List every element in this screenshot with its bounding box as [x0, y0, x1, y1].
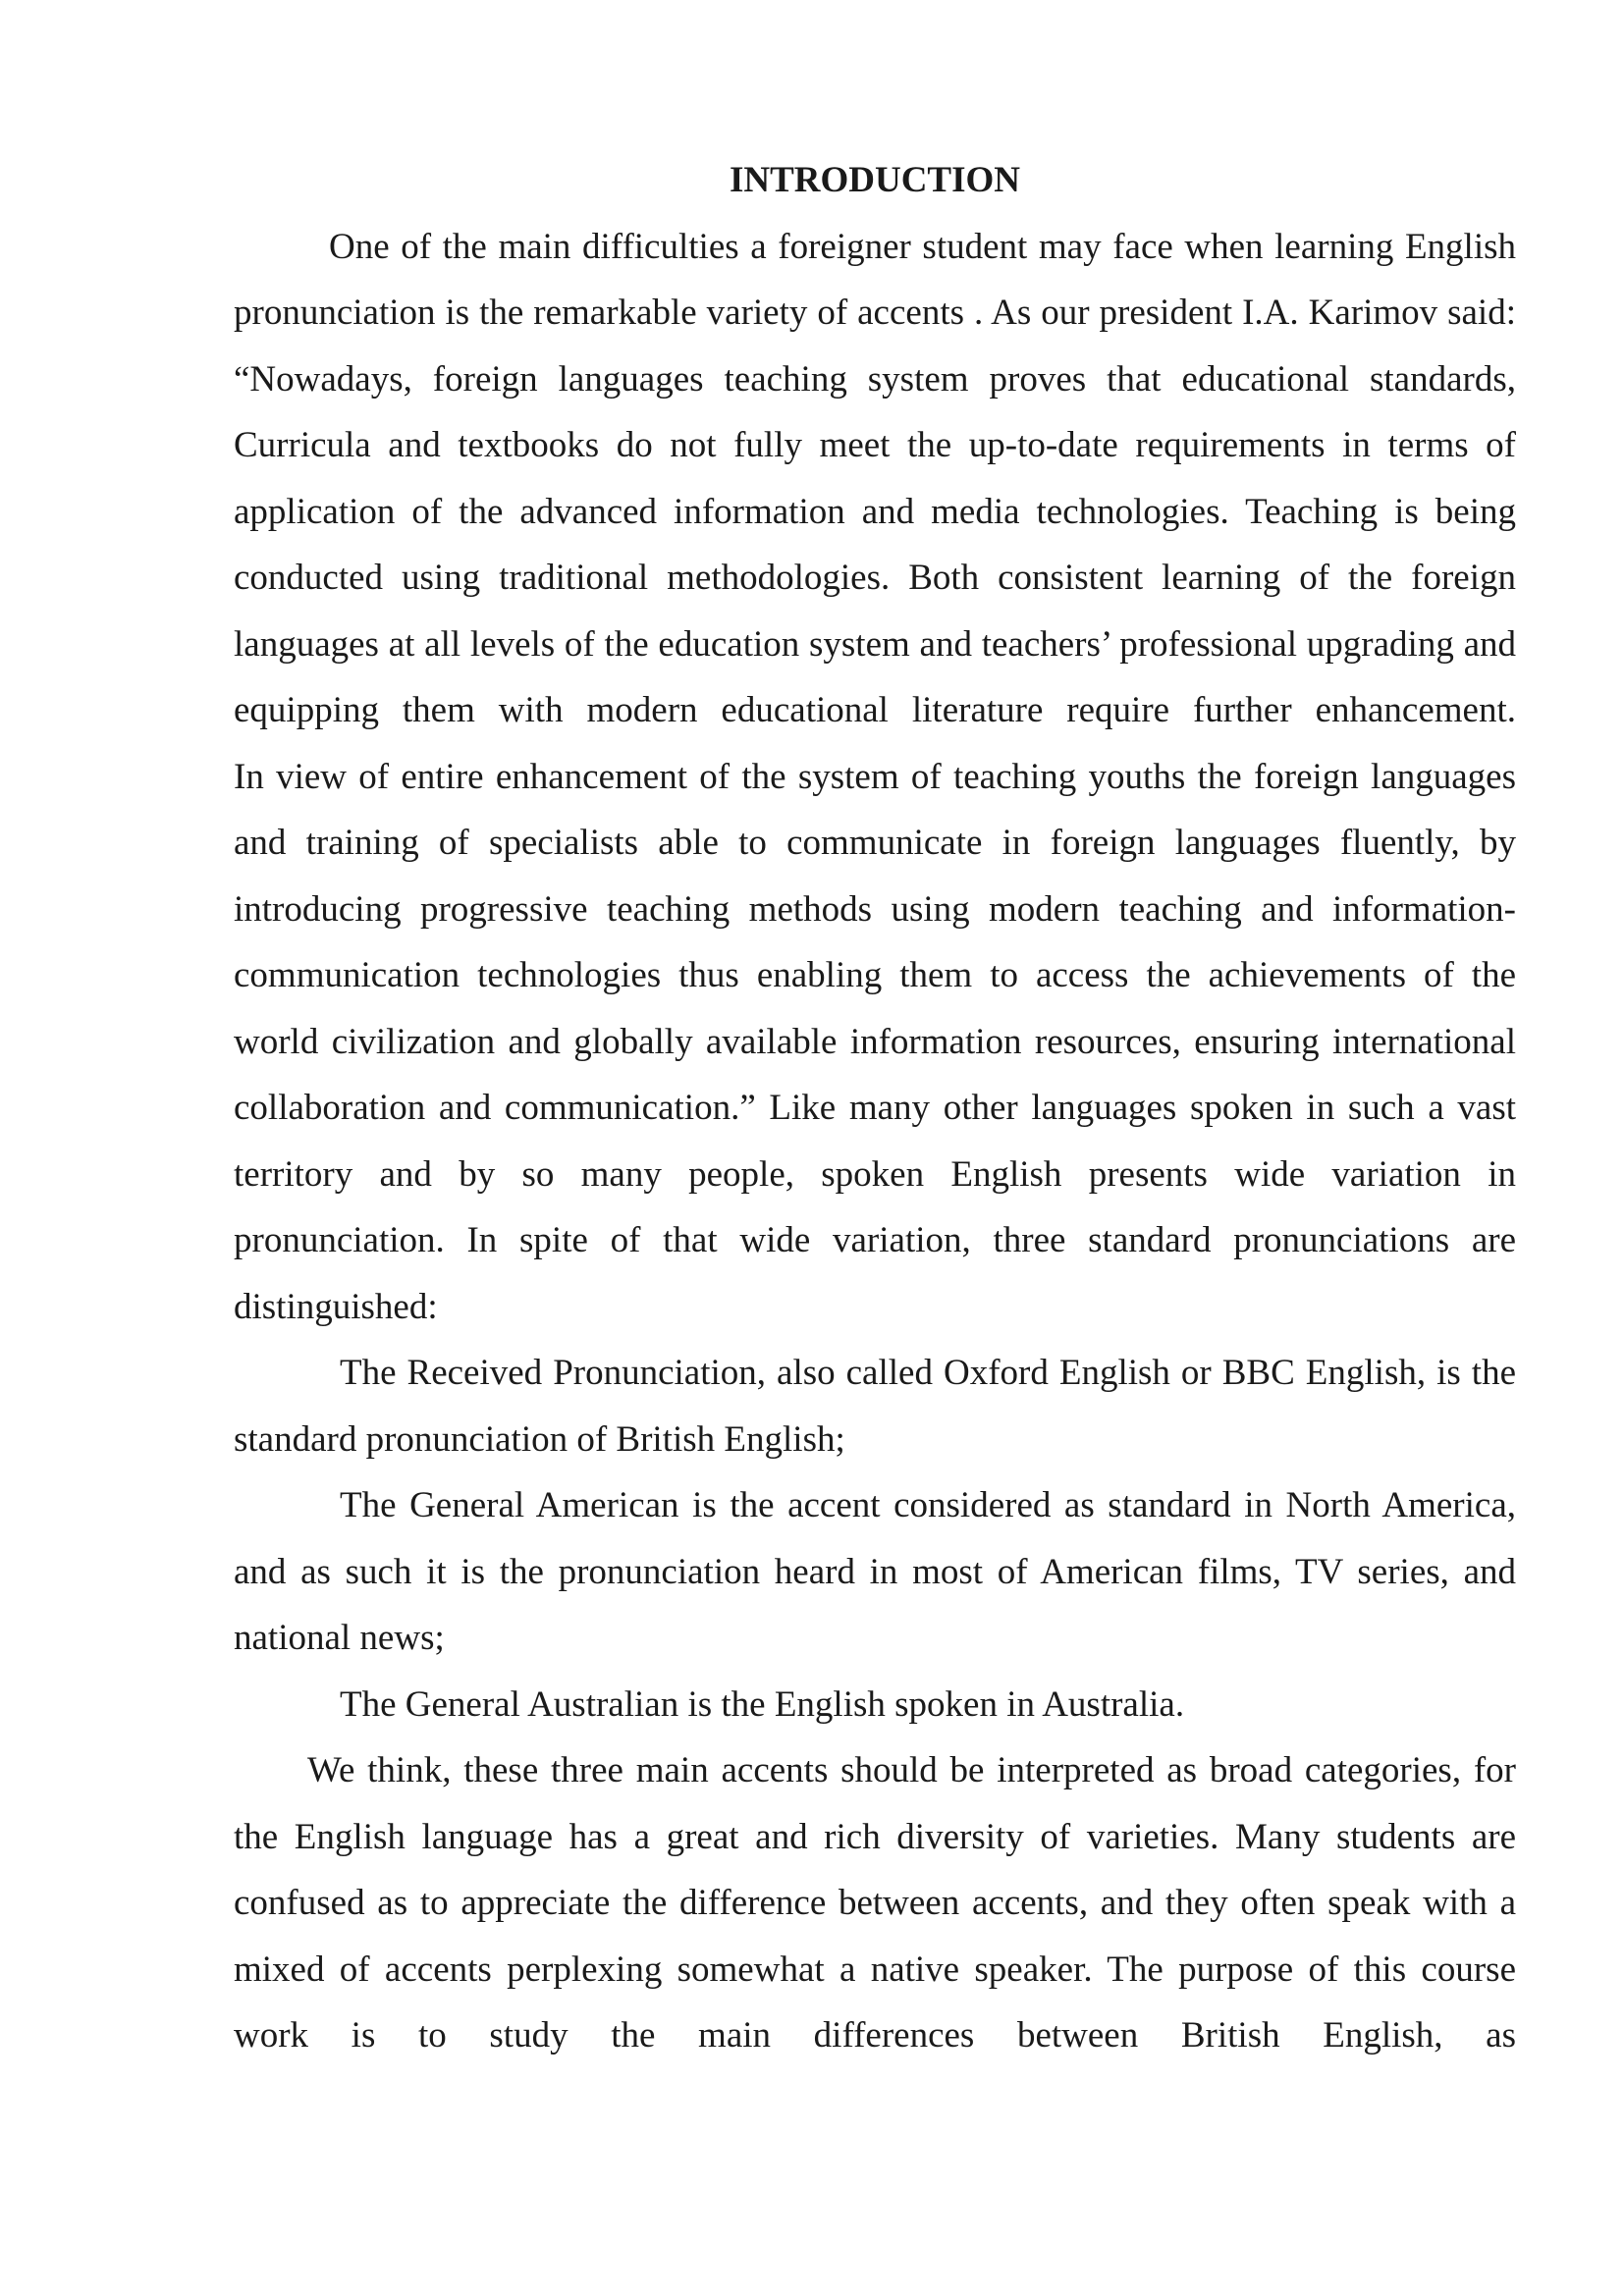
page-title: INTRODUCTION — [729, 160, 1021, 200]
paragraph-intro-text: One of the main difficulties a foreigner student may face when learning English pronunciation is the remarkable variety of accents . As our president I.A. Karimov said: “Nowadays, foreign languages teaching system proves that educational standards, Curricula and textbooks do not fully meet the up-to-date requirements in terms of application of the advanced information and media technologies. Teaching is being conducted using traditional methodologies. Both consistent learning of the foreign languages at all levels of the education system and teachers’ professional upgrading and equipping them with modern educational literature require further enhancement. — [234, 226, 1516, 730]
list-item-general-american: The General American is the accent considered as standard in North America, and as such it is the pronunciation heard in most of American films, TV series, and national news; — [234, 1485, 1516, 1658]
list-item-general-australian: The General Australian is the English spoken in Australia. — [340, 1683, 1185, 1725]
list-item-received-pronunciation: The Received Pronunciation, also called Oxford English or BBC English, is the standard pronunciation of British English; — [234, 1353, 1516, 1460]
paragraph-continuation: In view of entire enhancement of the system of teaching youths the foreign languages and training of specialists able to communicate in foreign languages fluently, by introducing progressive teaching methods using modern teaching and information-communication technologies thus enabling them to access the achievements of the world civilization and globally available information resources, ensuring international collaboration and communication.” Like many other languages spoken in such a vast territory and by so many people, spoken English presents wide variation in pronunciation. In spite of that wide variation, three standard pronunciations are distinguished: — [234, 756, 1516, 1327]
paragraph-intro — [234, 214, 1516, 744]
document-page — [234, 147, 1516, 2069]
paragraph-conclusion: We think, these three main accents should be interpreted as broad categories, for the English language has a great and rich diversity of varieties. Many students are confused as to appreciate the difference between accents, and they often speak with a mixed of accents perplexing somewhat a native speaker. The purpose of this course work is to study the main differences between British English, as — [234, 1750, 1516, 2056]
